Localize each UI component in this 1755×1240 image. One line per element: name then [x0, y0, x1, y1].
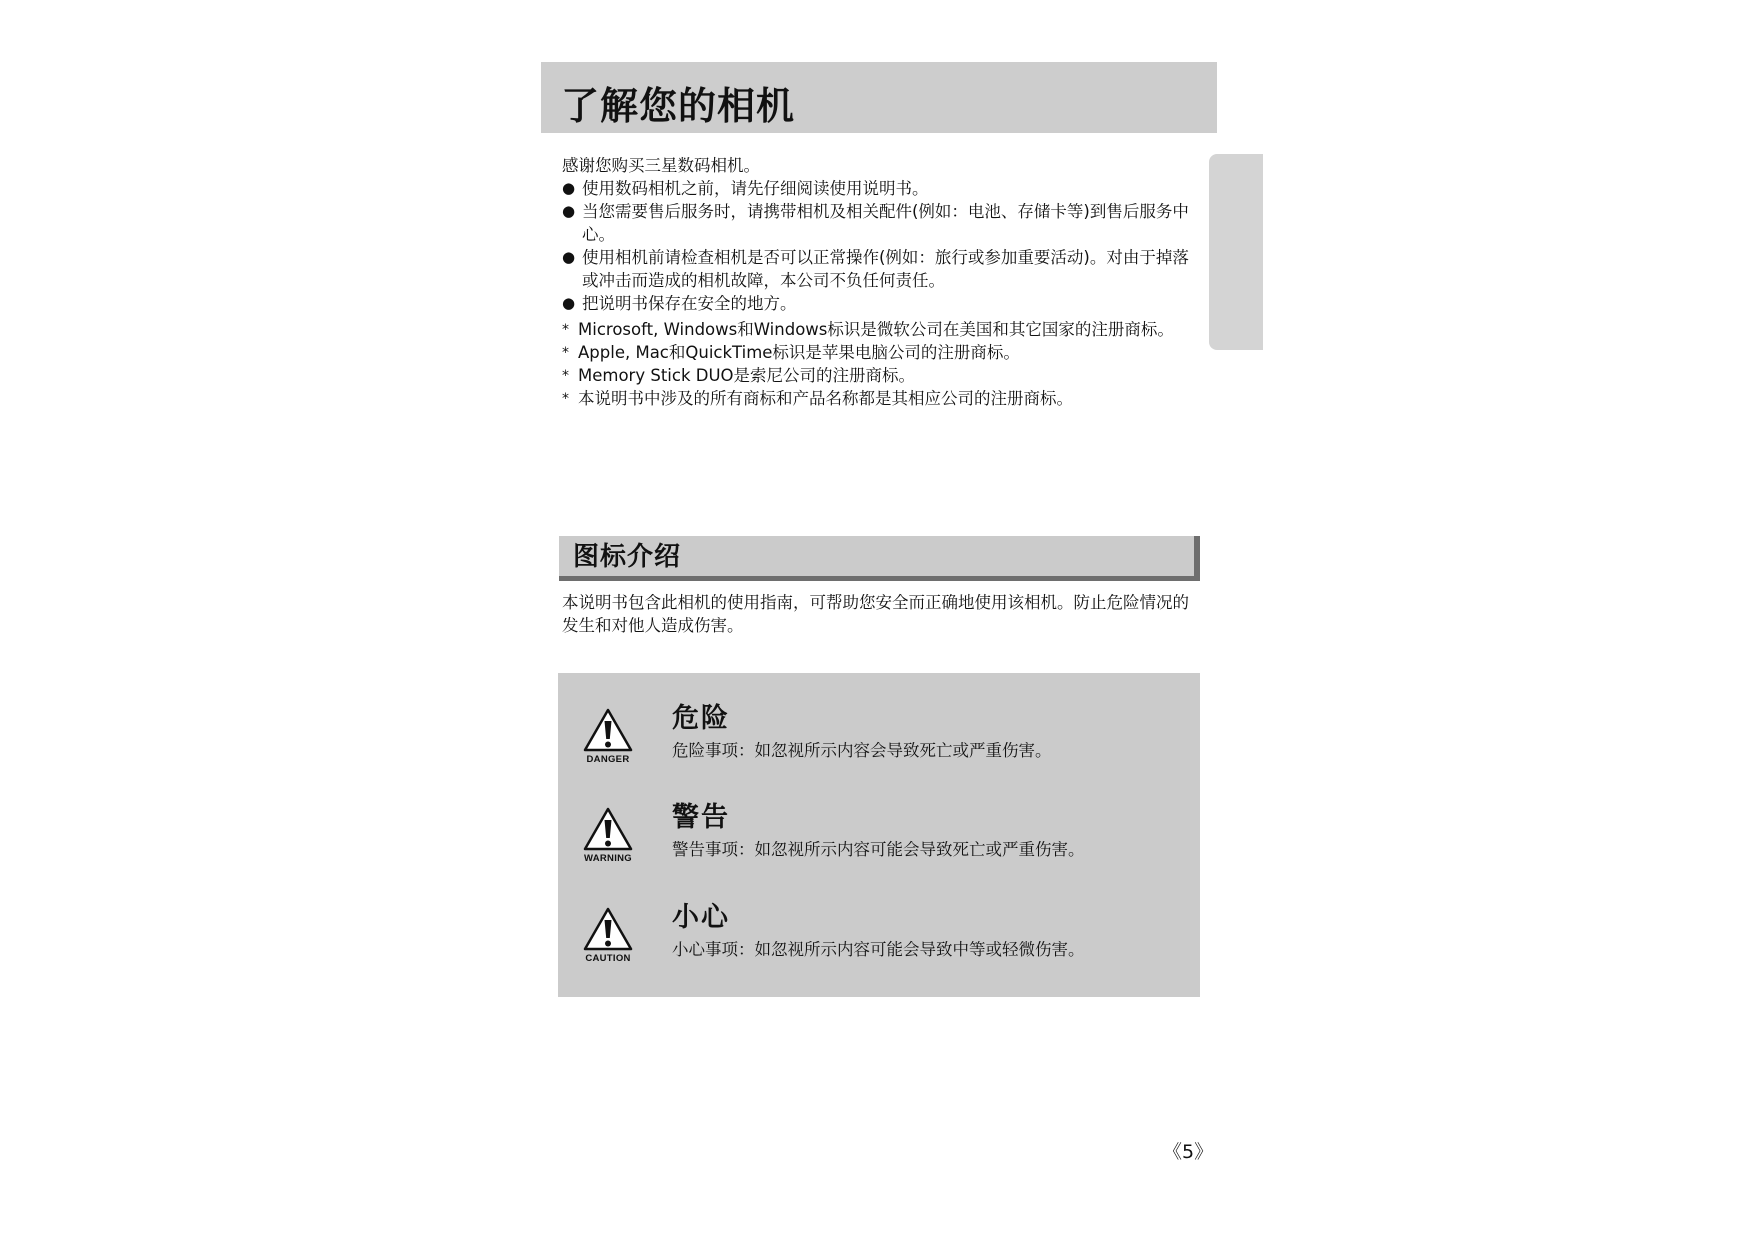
trademark-notes: [562, 318, 1202, 410]
bullet-item: [562, 292, 1202, 315]
warning-description: 警告事项：如忽视所示内容可能会导致死亡或严重伤害。: [672, 840, 1085, 859]
caution-row: [558, 872, 1200, 962]
caution-heading: 小心: [672, 902, 730, 933]
note-item: [562, 364, 1202, 387]
bullet-text: 使用数码相机之前，请先仔细阅读使用说明书。: [582, 179, 929, 198]
note-text: Memory Stick DUO是索尼公司的注册商标。: [578, 366, 916, 385]
page-number: 《5》: [1163, 1141, 1214, 1163]
icons-section-description: 本说明书包含此相机的使用指南，可帮助您安全而正确地使用该相机。防止危险情况的发生和对他人造成伤害。: [562, 593, 1189, 635]
danger-label: DANGER: [586, 754, 630, 765]
danger-heading: 危险: [672, 703, 730, 734]
danger-icon: [582, 707, 634, 753]
warning-label: WARNING: [583, 853, 632, 864]
note-item: [562, 341, 1202, 364]
danger-row: [558, 673, 1200, 763]
bullet-text: 使用相机前请检查相机是否可以正常操作(例如：旅行或参加重要活动)。对由于掉落或冲击而造成的相机故障，本公司不负任何责任。: [582, 248, 1189, 290]
note-item: [562, 387, 1202, 410]
danger-symbol: [580, 707, 636, 765]
icons-section-title: 图标介绍: [573, 542, 682, 572]
bullet-text: 把说明书保存在安全的地方。: [582, 294, 797, 313]
bullet-list: [562, 177, 1202, 315]
bullet-item: [562, 200, 1202, 246]
thanks-text: 感谢您购买三星数码相机。: [562, 156, 760, 175]
asterisk-icon: *: [562, 345, 569, 361]
warning-heading: 警告: [672, 802, 730, 833]
bullet-icon: ●: [562, 248, 576, 266]
asterisk-icon: *: [562, 322, 569, 338]
bullet-item: [562, 246, 1202, 292]
asterisk-icon: *: [562, 391, 569, 407]
title-bar: [541, 62, 1217, 133]
caution-symbol: [580, 906, 636, 964]
caution-description: 小心事项：如忽视所示内容可能会导致中等或轻微伤害。: [672, 940, 1085, 959]
icons-section-header: [559, 536, 1200, 581]
note-item: [562, 318, 1202, 341]
caution-icon: [582, 906, 634, 952]
bullet-item: [562, 177, 1202, 200]
asterisk-icon: *: [562, 368, 569, 384]
bullet-icon: ●: [562, 179, 576, 197]
note-text: Microsoft, Windows和Windows标识是微软公司在美国和其它国家的注册商标。: [578, 320, 1174, 339]
bullet-text: 当您需要售后服务时，请携带相机及相关配件(例如：电池、存储卡等)到售后服务中心。: [582, 202, 1189, 244]
danger-description: 危险事项：如忽视所示内容会导致死亡或严重伤害。: [672, 741, 1052, 760]
bullet-icon: ●: [562, 202, 576, 220]
warning-icon: [582, 806, 634, 852]
warning-symbol: [580, 806, 636, 864]
intro-section: [562, 154, 1202, 410]
note-text: 本说明书中涉及的所有商标和产品名称都是其相应公司的注册商标。: [578, 389, 1073, 408]
warning-row: [558, 772, 1200, 862]
safety-icons-panel: [558, 673, 1200, 997]
bullet-icon: ●: [562, 294, 576, 312]
side-tab: [1209, 154, 1263, 350]
page-title: 了解您的相机: [561, 84, 796, 128]
caution-label: CAUTION: [585, 953, 631, 964]
note-text: Apple, Mac和QuickTime标识是苹果电脑公司的注册商标。: [578, 343, 1020, 362]
